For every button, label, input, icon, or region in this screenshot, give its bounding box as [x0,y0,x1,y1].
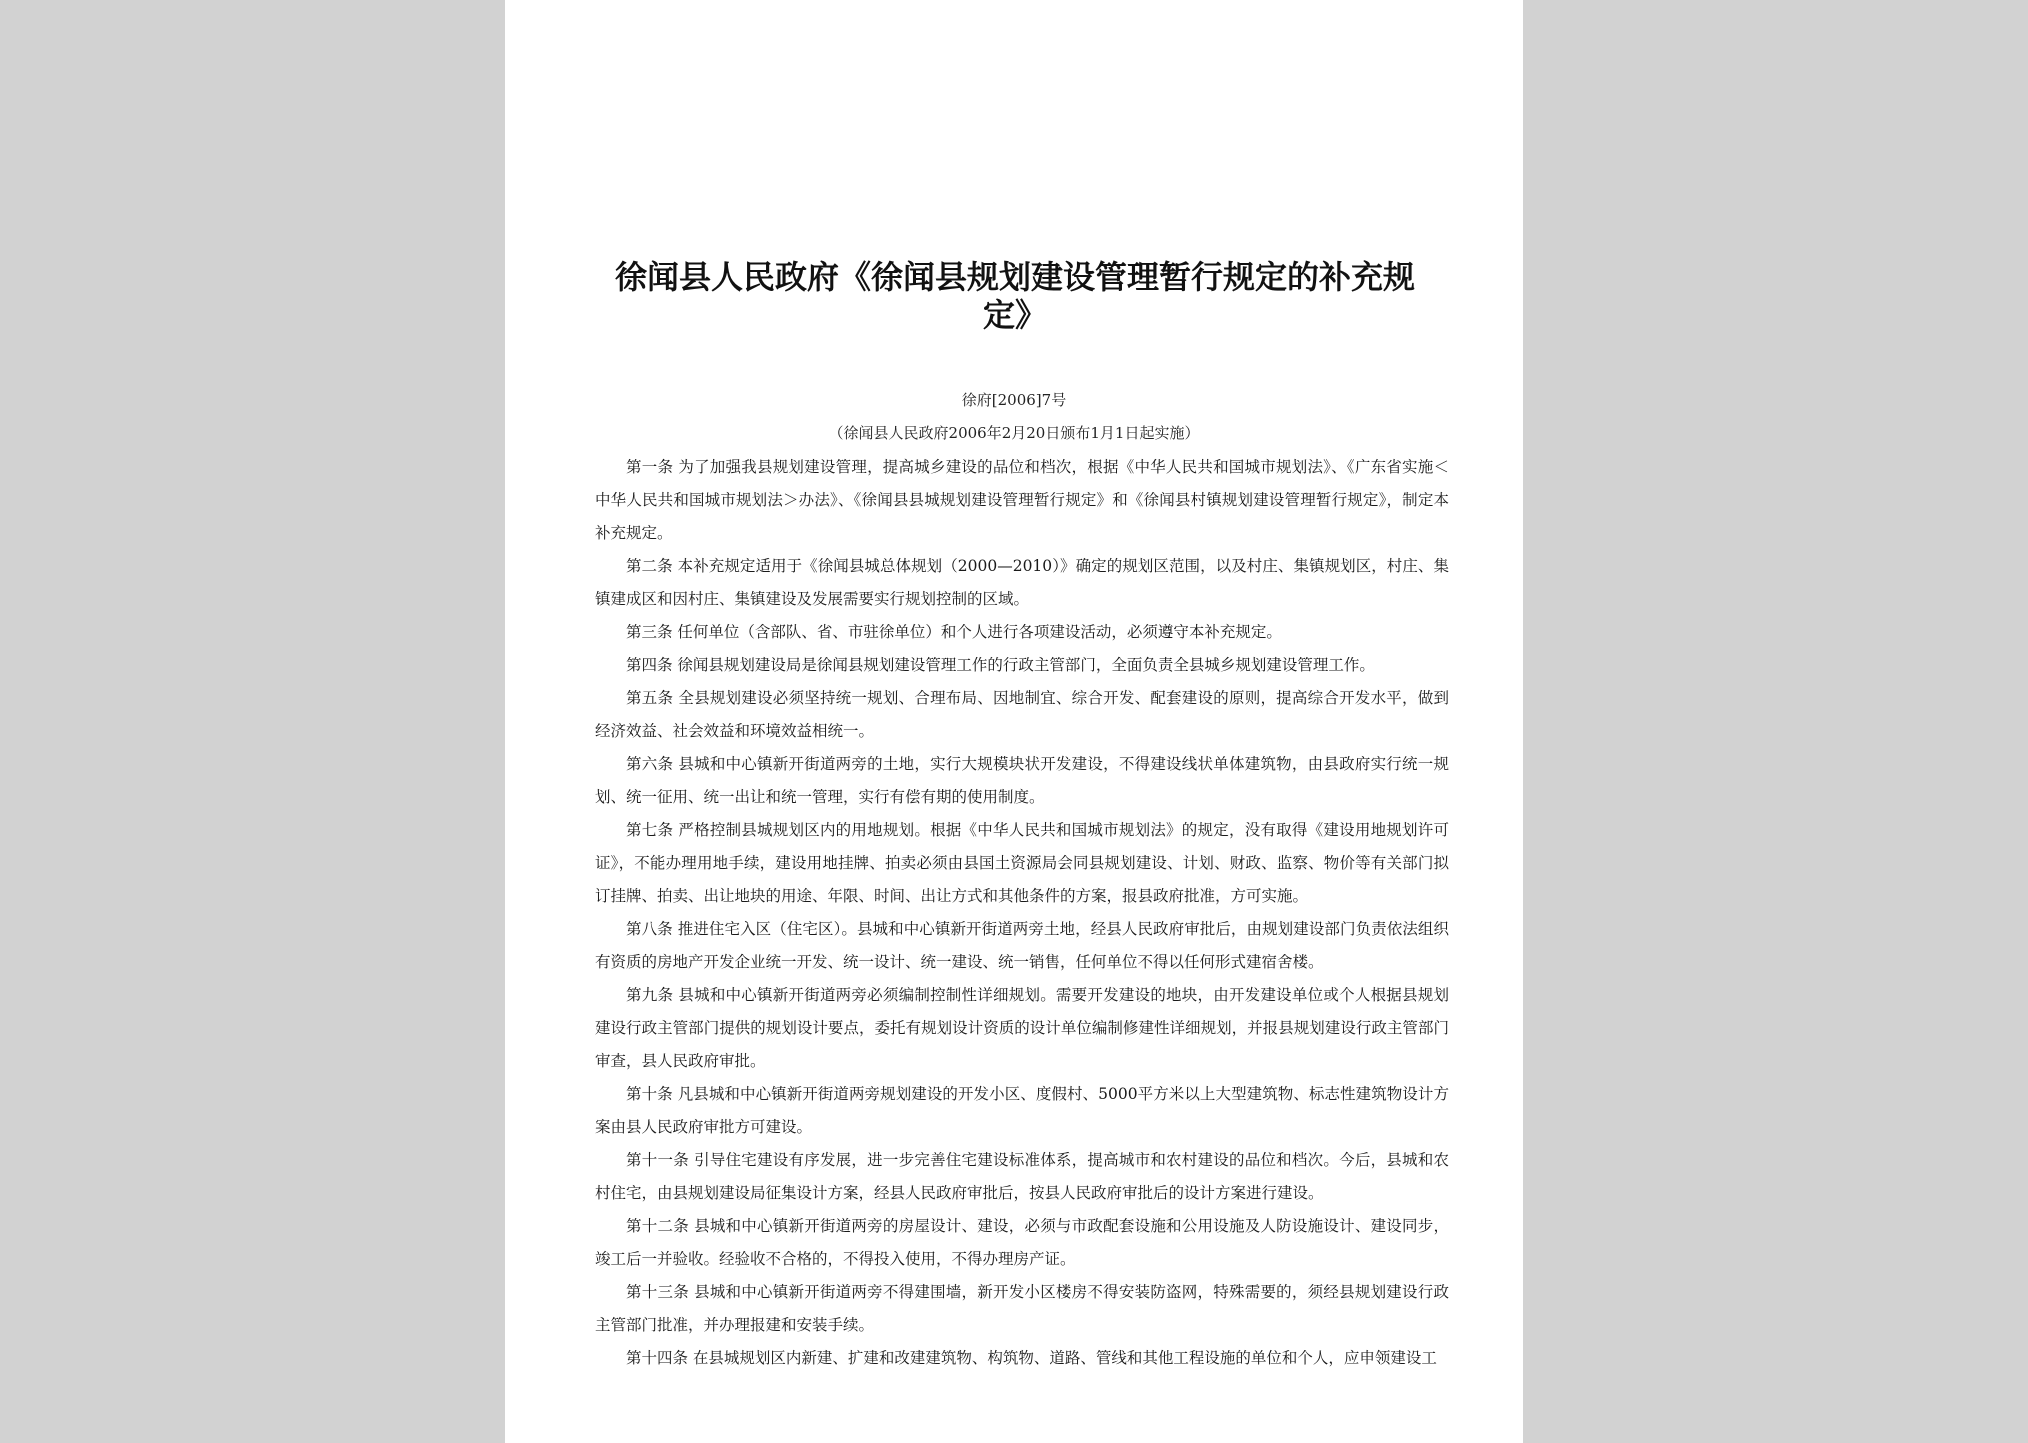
article-5: 第五条 全县规划建设必须坚持统一规划、合理布局、因地制宜、综合开发、配套建设的原则，提高综合开发水平，做到经济效益、社会效益和环境效益相统一。 [595,689,1449,740]
article-13: 第十三条 县城和中心镇新开街道两旁不得建围墙，新开发小区楼房不得安装防盗网，特殊需要的，须经县规划建设行政主管部门批准，并办理报建和安装手续。 [595,1283,1449,1334]
article-2: 第二条 本补充规定适用于《徐闻县城总体规划（2000—2010）》确定的规划区范围，以及村庄、集镇规划区，村庄、集镇建成区和因村庄、集镇建设及发展需要实行规划控制的区域。 [595,557,1449,608]
article-4: 第四条 徐闻县规划建设局是徐闻县规划建设管理工作的行政主管部门，全面负责全县城乡规划建设管理工作。 [626,656,1375,674]
article-6: 第六条 县城和中心镇新开街道两旁的土地，实行大规模块状开发建设，不得建设线状单体建筑物，由县政府实行统一规划、统一征用、统一出让和统一管理，实行有偿有期的使用制度。 [595,755,1449,806]
document-title: 徐闻县人民政府《徐闻县规划建设管理暂行规定的补充规定》 [614,258,1415,334]
article-3: 第三条 任何单位（含部队、省、市驻徐单位）和个人进行各项建设活动，必须遵守本补充规定。 [626,623,1282,641]
document-number: 徐府[2006]7号 [961,391,1067,409]
document-page [505,0,1523,1443]
promulgation-note: （徐闻县人民政府2006年2月20日颁布1月1日起实施） [828,424,1200,442]
article-1: 第一条 为了加强我县规划建设管理，提高城乡建设的品位和档次，根据《中华人民共和国城市规划法》、《广东省实施＜中华人民共和国城市规划法＞办法》、《徐闻县县城规划建设管理暂行规定》和《徐闻县村镇规划建设管理暂行规定》，制定本补充规定。 [595,458,1449,542]
article-7: 第七条 严格控制县城规划区内的用地规划。根据《中华人民共和国城市规划法》的规定，没有取得《建设用地规划许可证》，不能办理用地手续，建设用地挂牌、拍卖必须由县国土资源局会同县规划建设、计划、财政、监察、物价等有关部门拟订挂牌、拍卖、出让地块的用途、年限、时间、出让方式和其他条件的方案，报县政府批准，方可实施。 [595,821,1449,905]
article-9: 第九条 县城和中心镇新开街道两旁必须编制控制性详细规划。需要开发建设的地块，由开发建设单位或个人根据县规划建设行政主管部门提供的规划设计要点，委托有规划设计资质的设计单位编制修建性详细规划，并报县规划建设行政主管部门审查，县人民政府审批。 [595,986,1449,1070]
article-10: 第十条 凡县城和中心镇新开街道两旁规划建设的开发小区、度假村、5000平方米以上大型建筑物、标志性建筑物设计方案由县人民政府审批方可建设。 [595,1085,1449,1136]
article-8: 第八条 推进住宅入区（住宅区）。县城和中心镇新开街道两旁土地，经县人民政府审批后，由规划建设部门负责依法组织有资质的房地产开发企业统一开发、统一设计、统一建设、统一销售，任何单位不得以任何形式建宿舍楼。 [595,920,1449,971]
article-14: 第十四条 在县城规划区内新建、扩建和改建建筑物、构筑物、道路、管线和其他工程设施的单位和个人，应申领建设工 [626,1349,1437,1367]
article-12: 第十二条 县城和中心镇新开街道两旁的房屋设计、建设，必须与市政配套设施和公用设施及人防设施设计、建设同步，竣工后一并验收。经验收不合格的，不得投入使用，不得办理房产证。 [595,1217,1449,1268]
document-body [595,451,1449,1375]
article-11: 第十一条 引导住宅建设有序发展，进一步完善住宅建设标准体系，提高城市和农村建设的品位和档次。今后，县城和农村住宅，由县规划建设局征集设计方案，经县人民政府审批后，按县人民政府审批后的设计方案进行建设。 [595,1151,1449,1202]
